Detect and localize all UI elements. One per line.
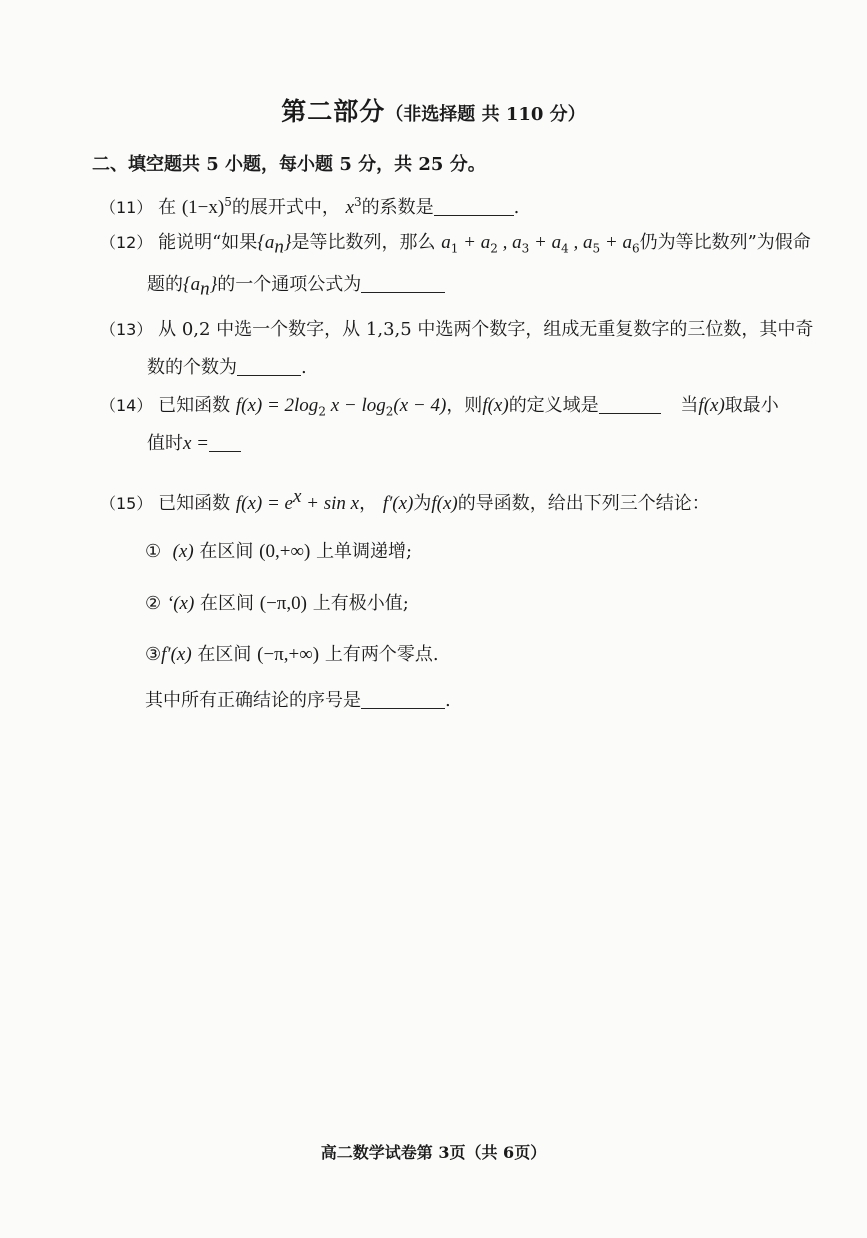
math-expression: , a bbox=[568, 232, 593, 253]
part-title bbox=[0, 92, 867, 128]
question-12-line-2 bbox=[147, 273, 445, 302]
item-text: 上单调递增; bbox=[316, 541, 413, 562]
page-footer: 高二数学试卷第 3页（共 6页） bbox=[320, 1143, 547, 1162]
math-expression: x = bbox=[183, 433, 210, 454]
math-subscript: 1 bbox=[450, 241, 459, 256]
math-expression: {a bbox=[183, 274, 201, 295]
math-expression: } bbox=[209, 274, 218, 295]
punctuation: . bbox=[301, 357, 307, 378]
math-subscript: 2 bbox=[385, 404, 394, 419]
math-expression: f′(x) bbox=[161, 644, 192, 665]
item-text: 在区间 bbox=[197, 644, 252, 665]
math-interval: (−π,+∞) bbox=[257, 644, 320, 665]
question-number: （12） bbox=[100, 233, 153, 252]
answer-blank[interactable] bbox=[599, 395, 661, 414]
question-text: 仍为等比数列”为假命 bbox=[639, 232, 811, 253]
math-expression: f(x) bbox=[698, 395, 725, 416]
item-text: 上有极小值; bbox=[312, 593, 409, 614]
math-subscript: 3 bbox=[521, 241, 530, 256]
question-12 bbox=[100, 231, 811, 261]
math-subscript: 4 bbox=[561, 241, 569, 256]
part-title-sub: （非选择题 共 110 分） bbox=[385, 104, 586, 125]
math-expression: f(x) bbox=[482, 395, 509, 416]
part-title-main: 第二部分 bbox=[281, 97, 386, 126]
math-expression: + a bbox=[529, 232, 562, 253]
item-marker: ③ bbox=[145, 644, 162, 665]
question-text: 取最小 bbox=[724, 395, 779, 416]
math-expression: (1−x) bbox=[181, 197, 225, 218]
math-expression: f(x) bbox=[431, 493, 458, 514]
question-text: ， bbox=[359, 493, 378, 514]
math-subscript: 6 bbox=[631, 241, 640, 256]
math-interval: (−π,0) bbox=[259, 593, 307, 614]
question-15 bbox=[100, 485, 710, 516]
math-expression: a bbox=[441, 232, 451, 253]
item-text: 在区间 bbox=[199, 541, 254, 562]
question-13 bbox=[100, 318, 813, 342]
math-exponent: x bbox=[292, 486, 302, 507]
question-number: （14） bbox=[100, 396, 153, 415]
question-14-line-2 bbox=[147, 432, 241, 456]
question-15-conclusion bbox=[145, 689, 451, 713]
conclusion-item-2 bbox=[145, 592, 409, 616]
question-text: 已知函数 bbox=[158, 493, 231, 514]
math-expression: + a bbox=[600, 232, 632, 253]
item-marker: ② bbox=[145, 593, 162, 614]
item-text: 在区间 bbox=[200, 593, 255, 614]
math-expression: x − log bbox=[325, 395, 386, 416]
item-marker: ① bbox=[145, 541, 162, 562]
section-heading: 二、填空题共 5 小题，每小题 5 分，共 25 分。 bbox=[92, 154, 486, 175]
question-number: （11） bbox=[100, 198, 153, 217]
math-expression: + a bbox=[458, 232, 491, 253]
question-text: 为 bbox=[413, 493, 432, 514]
conclusion-item-3 bbox=[145, 643, 439, 667]
math-expression: , a bbox=[497, 232, 522, 253]
question-text: 从 0,2 中选一个数字，从 1,3,5 中选两个数字，组成无重复数字的三位数，其中奇 bbox=[158, 319, 814, 340]
math-expression: f(x) = e bbox=[235, 493, 293, 514]
math-subscript: n bbox=[274, 236, 284, 258]
question-text: 能说明“如果 bbox=[158, 232, 258, 253]
answer-blank[interactable] bbox=[434, 197, 514, 216]
question-13-line-2 bbox=[147, 356, 307, 380]
question-text: 的系数是 bbox=[361, 197, 434, 218]
math-subscript: 5 bbox=[592, 241, 601, 256]
question-text: 的导函数，给出下列三个结论： bbox=[457, 493, 710, 514]
question-text: 的定义域是 bbox=[508, 395, 599, 416]
punctuation: . bbox=[445, 690, 451, 711]
math-expression: (x) bbox=[172, 541, 194, 562]
question-text: 的一个通项公式为 bbox=[217, 274, 362, 295]
conclusion-item-1 bbox=[145, 540, 412, 564]
answer-blank[interactable] bbox=[361, 690, 445, 709]
math-interval: (0,+∞) bbox=[259, 541, 311, 562]
math-subscript: n bbox=[200, 278, 210, 300]
item-text: 上有两个零点. bbox=[324, 644, 439, 665]
math-expression: f′(x) bbox=[382, 493, 414, 514]
punctuation: . bbox=[513, 197, 520, 218]
math-expression: f(x) = 2log bbox=[235, 395, 319, 416]
math-expression: {a bbox=[257, 232, 275, 253]
question-text: 数的个数为 bbox=[147, 357, 237, 378]
math-exponent: 5 bbox=[224, 195, 232, 209]
math-subscript: 2 bbox=[318, 404, 326, 419]
answer-blank[interactable] bbox=[209, 433, 241, 452]
question-11 bbox=[100, 190, 519, 220]
math-expression: + sin x bbox=[301, 493, 360, 514]
math-exponent: 3 bbox=[354, 195, 362, 209]
question-text: 其中所有正确结论的序号是 bbox=[145, 690, 361, 711]
math-subscript: 2 bbox=[490, 241, 498, 256]
question-14 bbox=[100, 394, 779, 424]
question-text: 已知函数 bbox=[158, 395, 231, 416]
math-variable: x bbox=[345, 197, 355, 218]
answer-blank[interactable] bbox=[237, 357, 301, 376]
question-text: 的展开式中， bbox=[231, 197, 340, 218]
question-text: 是等比数列，那么 bbox=[291, 232, 436, 253]
math-expression: } bbox=[283, 232, 292, 253]
math-expression: (x − 4) bbox=[393, 395, 447, 416]
question-text: 在 bbox=[158, 197, 177, 218]
question-text: ，则 bbox=[446, 395, 483, 416]
question-text: 题的 bbox=[147, 274, 183, 295]
answer-blank[interactable] bbox=[361, 274, 445, 293]
question-number: （13） bbox=[100, 320, 153, 339]
math-expression: ‘(x) bbox=[166, 593, 195, 614]
question-text: 当 bbox=[680, 395, 699, 416]
question-text: 值时 bbox=[147, 433, 183, 454]
question-number: （15） bbox=[100, 494, 153, 513]
